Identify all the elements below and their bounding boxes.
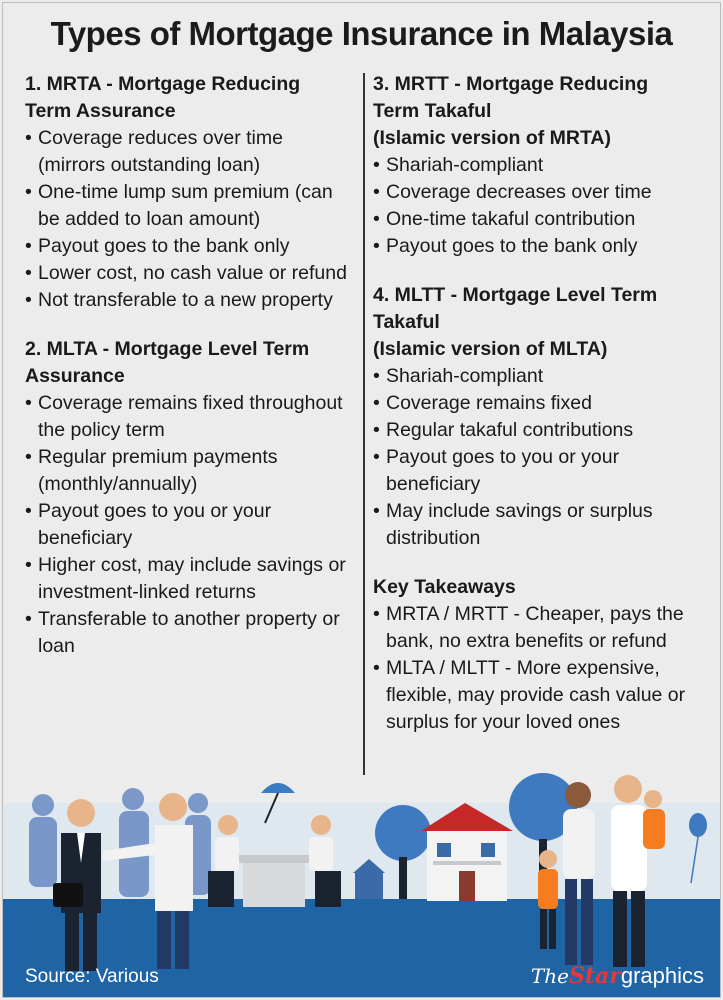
list-item: • Shariah-compliant — [373, 152, 708, 179]
section-heading — [25, 71, 355, 125]
list-item: • Payout goes to the bank only — [373, 233, 708, 260]
list-item: • One-time lump sum premium (can be added to loan amount) — [25, 179, 355, 233]
list-item: • MRTA / MRTT - Cheaper, pays the bank, no extra benefits or refund — [373, 601, 708, 655]
section-key-takeaways — [373, 574, 708, 736]
list-item: • Coverage decreases over time — [373, 179, 708, 206]
heading-line: (Islamic version of MLTA) — [373, 338, 608, 360]
bullet-list — [25, 125, 355, 314]
list-item: • Payout goes to you or your beneficiary — [373, 444, 708, 498]
heading-line: Takaful — [373, 311, 440, 333]
heading-line: 3. MRTT - Mortgage Reducing — [373, 73, 649, 95]
heading-line: Key Takeaways — [373, 576, 516, 598]
list-item: • Regular premium payments (monthly/annually) — [25, 444, 355, 498]
brand-graphics: graphics — [620, 963, 704, 988]
list-item: • Transferable to another property or loan — [25, 606, 355, 660]
left-column — [25, 71, 355, 682]
list-item: • Payout goes to you or your beneficiary — [25, 498, 355, 552]
bullet-list — [373, 152, 708, 260]
page-title: Types of Mortgage Insurance in Malaysia — [50, 15, 673, 52]
list-item: • MLTA / MLTT - More expensive, flexible, may provide cash value or surplus for your loved ones — [373, 655, 708, 736]
list-item: • Regular takaful contributions — [373, 417, 708, 444]
heading-line: (Islamic version of MRTA) — [373, 127, 612, 149]
publisher-logo — [531, 963, 704, 989]
section-heading — [25, 336, 355, 390]
brand-the: The — [530, 964, 569, 988]
illustration — [3, 763, 720, 997]
section-mltt — [373, 282, 708, 552]
heading-line: 2. MLTA - Mortgage Level Term — [25, 338, 310, 360]
column-divider — [363, 73, 365, 775]
section-mrtt — [373, 71, 708, 260]
section-mrta — [25, 71, 355, 314]
brand-star: Star — [568, 963, 621, 989]
list-item: • Coverage remains fixed — [373, 390, 708, 417]
section-mlta — [25, 336, 355, 660]
heading-line: Assurance — [25, 365, 125, 387]
list-item: • Lower cost, no cash value or refund — [25, 260, 355, 287]
list-item: • Coverage remains fixed throughout the policy term — [25, 390, 355, 444]
right-column — [373, 71, 708, 758]
heading-line: 4. MLTT - Mortgage Level Term — [373, 284, 658, 306]
section-heading — [373, 282, 708, 363]
source-note: Source: Various — [25, 966, 159, 987]
bullet-list — [373, 363, 708, 552]
list-item: • Shariah-compliant — [373, 363, 708, 390]
list-item: • Coverage reduces over time (mirrors outstanding loan) — [25, 125, 355, 179]
heading-line: Term Assurance — [25, 100, 176, 122]
list-item: • Not transferable to a new property — [25, 287, 355, 314]
section-heading — [373, 71, 708, 152]
bullet-list — [373, 601, 708, 736]
infographic-frame — [2, 2, 721, 998]
heading-line: 1. MRTA - Mortgage Reducing — [25, 73, 301, 95]
list-item: • One-time takaful contribution — [373, 206, 708, 233]
list-item: • Payout goes to the bank only — [25, 233, 355, 260]
list-item: • May include savings or surplus distribution — [373, 498, 708, 552]
heading-line: Term Takaful — [373, 100, 492, 122]
bullet-list — [25, 390, 355, 660]
list-item: • Higher cost, may include savings or investment-linked returns — [25, 552, 355, 606]
section-heading — [373, 574, 708, 601]
